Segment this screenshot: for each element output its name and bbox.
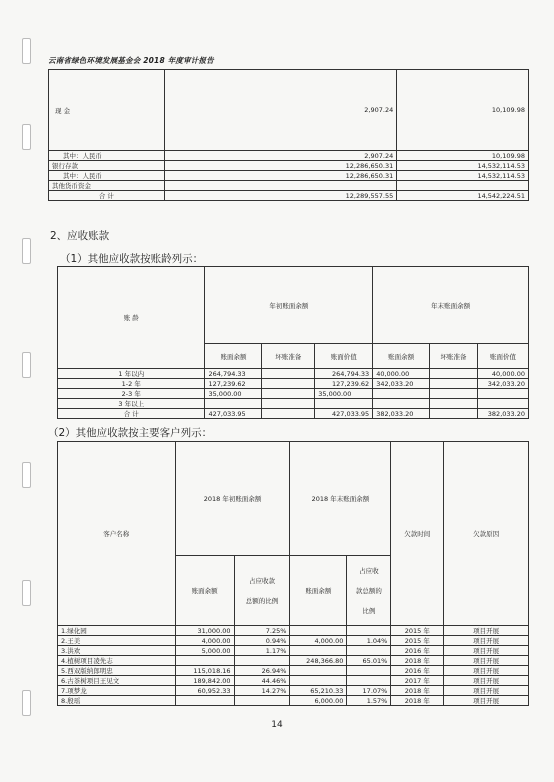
cell: 248,366.80	[290, 656, 347, 666]
row-label: 其中：人民币	[49, 151, 165, 161]
header-ratio-line: 占应收	[359, 566, 379, 575]
header-arrears-time: 欠款时间	[391, 442, 444, 626]
cell: 项目开展	[444, 656, 529, 666]
customer-name: 3.洪欢	[58, 646, 176, 656]
cell: 2018 年	[391, 686, 444, 696]
cell: 2016 年	[391, 666, 444, 676]
cell: 项目开展	[444, 686, 529, 696]
cell: 2016 年	[391, 646, 444, 656]
cell: 264,794.33	[205, 369, 262, 379]
header-begin-balance: 2018 年初账面余额	[175, 442, 290, 556]
table-row	[58, 636, 529, 646]
customer-table	[57, 441, 529, 706]
binding-hole	[22, 124, 31, 150]
cell: 26.94%	[234, 666, 290, 676]
header-reserve: 坏账准备	[262, 344, 315, 369]
begin-value: 2,907.24	[164, 151, 396, 161]
customer-name: 4.植树项目凌先志	[58, 656, 176, 666]
cell: 382,033.20	[477, 409, 528, 419]
cell	[430, 379, 478, 389]
end-value: 14,542,224.51	[397, 191, 529, 201]
cell	[175, 656, 234, 666]
cell	[347, 626, 391, 636]
page-number: 14	[271, 720, 283, 730]
customer-name: 8.殷瑶	[58, 696, 176, 706]
cell: 项目开展	[444, 696, 529, 706]
end-value: 10,109.98	[397, 70, 529, 151]
cell: 14.27%	[234, 686, 290, 696]
header-ratio-line: 占应收款	[249, 576, 275, 585]
header-end-balance: 年末账面余额	[373, 267, 529, 344]
cell	[430, 409, 478, 419]
cell: 44.46%	[234, 676, 290, 686]
header-age: 账 龄	[58, 267, 205, 369]
cell	[262, 369, 315, 379]
header-reserve: 坏账准备	[430, 344, 478, 369]
cell	[347, 676, 391, 686]
cell: 427,033.95	[315, 409, 373, 419]
cell: 项目开展	[444, 636, 529, 646]
cell: 31,000.00	[175, 626, 234, 636]
age-label: 合 计	[58, 409, 205, 419]
cell	[347, 666, 391, 676]
header-customer-name: 客户名称	[58, 442, 176, 626]
section-title: 2、应收账款	[50, 230, 110, 242]
binding-hole	[22, 580, 31, 606]
table-row	[49, 151, 529, 161]
cell	[175, 696, 234, 706]
cell: 2017 年	[391, 676, 444, 686]
cell: 264,794.33	[315, 369, 373, 379]
customer-name: 6.古茶树项目王见文	[58, 676, 176, 686]
cell: 17.07%	[347, 686, 391, 696]
binding-hole	[22, 38, 31, 64]
cell	[430, 399, 478, 409]
table-row	[58, 646, 529, 656]
header-arrears-reason: 欠款原因	[444, 442, 529, 626]
cell	[347, 646, 391, 656]
table-row	[58, 666, 529, 676]
header-ratio-line: 比例	[362, 606, 376, 615]
age-label: 3 年以上	[58, 399, 205, 409]
cell: 35,000.00	[205, 389, 262, 399]
begin-value: 12,289,557.55	[164, 191, 396, 201]
cell	[290, 676, 347, 686]
header-balance: 账面余额	[290, 556, 347, 626]
binding-hole	[22, 238, 31, 264]
cell	[290, 646, 347, 656]
cell: 65.01%	[347, 656, 391, 666]
header-ratio-line: 款总额的	[355, 586, 382, 595]
customer-name: 5.西双版纳郎明忠	[58, 666, 176, 676]
cell: 项目开展	[444, 626, 529, 636]
cell: 35,000.00	[315, 389, 373, 399]
aging-table	[57, 266, 529, 419]
end-value: 14,532,114.53	[397, 161, 529, 171]
begin-value	[164, 181, 396, 191]
cell	[373, 399, 430, 409]
cell: 2018 年	[391, 696, 444, 706]
table-row	[58, 656, 529, 666]
cell: 4,000.00	[290, 636, 347, 646]
header-ratio-line: 总额的比例	[245, 596, 279, 605]
cell: 115,018.16	[175, 666, 234, 676]
header-ratio-begin	[234, 556, 290, 626]
cell: 1.17%	[234, 646, 290, 656]
subsection-title-aging: （1）其他应收款按账龄列示：	[60, 253, 204, 265]
row-label: 现 金	[49, 70, 165, 151]
customer-name: 7.项梦龙	[58, 686, 176, 696]
cash-table	[48, 69, 529, 201]
cell	[477, 389, 528, 399]
cell: 189,842.00	[175, 676, 234, 686]
cell: 127,239.62	[205, 379, 262, 389]
age-label: 1-2 年	[58, 379, 205, 389]
cell: 382,033.20	[373, 409, 430, 419]
row-label: 合 计	[49, 191, 165, 201]
customer-name: 2.王美	[58, 636, 176, 646]
cell: 40,000.00	[477, 369, 528, 379]
cell: 2015 年	[391, 636, 444, 646]
cell	[262, 389, 315, 399]
cell	[477, 399, 528, 409]
row-label: 银行存款	[49, 161, 165, 171]
table-row	[58, 389, 529, 399]
subsection-title-customer: （2）其他应收款按主要客户列示：	[48, 427, 213, 439]
table-row	[58, 676, 529, 686]
table-row	[58, 379, 529, 389]
row-label: 其他货币资金	[49, 181, 165, 191]
header-balance: 账面余额	[175, 556, 234, 626]
table-row	[49, 161, 529, 171]
cell	[373, 389, 430, 399]
table-row	[58, 696, 529, 706]
cell	[262, 409, 315, 419]
age-label: 1 年以内	[58, 369, 205, 379]
table-row-total	[49, 191, 529, 201]
table-row	[49, 70, 529, 151]
cell: 427,033.95	[205, 409, 262, 419]
cell	[430, 389, 478, 399]
header-end-balance: 2018 年末账面余额	[290, 442, 391, 556]
cell: 65,210.33	[290, 686, 347, 696]
cell	[315, 399, 373, 409]
header-balance: 账面余额	[373, 344, 430, 369]
customer-name: 1.绿化园	[58, 626, 176, 636]
header-value: 账面价值	[315, 344, 373, 369]
cell	[430, 369, 478, 379]
cell	[290, 666, 347, 676]
cell: 2015 年	[391, 626, 444, 636]
cell	[234, 656, 290, 666]
table-row-total	[58, 409, 529, 419]
table-row	[49, 171, 529, 181]
binding-hole	[22, 690, 31, 716]
cell	[262, 379, 315, 389]
cell: 7.25%	[234, 626, 290, 636]
cell: 项目开展	[444, 646, 529, 656]
cell: 5,000.00	[175, 646, 234, 656]
cell: 6,000.00	[290, 696, 347, 706]
cell	[234, 696, 290, 706]
binding-hole	[22, 462, 31, 488]
cell: 40,000.00	[373, 369, 430, 379]
cell: 2018 年	[391, 656, 444, 666]
header-begin-balance: 年初账面余额	[205, 267, 373, 344]
cell: 0.94%	[234, 636, 290, 646]
begin-value: 2,907.24	[164, 70, 396, 151]
begin-value: 12,286,650.31	[164, 161, 396, 171]
report-header: 云南省绿色环境发展基金会 2018 年度审计报告	[48, 56, 214, 65]
table-row	[58, 369, 529, 379]
cell	[290, 626, 347, 636]
table-row	[49, 181, 529, 191]
begin-value: 12,286,650.31	[164, 171, 396, 181]
row-label: 其中：人民币	[49, 171, 165, 181]
header-balance: 账面余额	[205, 344, 262, 369]
table-row	[58, 686, 529, 696]
end-value	[397, 181, 529, 191]
cell: 127,239.62	[315, 379, 373, 389]
cell	[205, 399, 262, 409]
cell: 1.57%	[347, 696, 391, 706]
cell: 项目开展	[444, 666, 529, 676]
header-value: 账面价值	[477, 344, 528, 369]
age-label: 2-3 年	[58, 389, 205, 399]
cell	[262, 399, 315, 409]
end-value: 10,109.98	[397, 151, 529, 161]
table-row	[58, 626, 529, 636]
end-value: 14,532,114.53	[397, 171, 529, 181]
table-row	[58, 399, 529, 409]
header-ratio-end	[347, 556, 391, 626]
cell: 60,952.33	[175, 686, 234, 696]
cell: 4,000.00	[175, 636, 234, 646]
cell: 项目开展	[444, 676, 529, 686]
binding-hole	[22, 352, 31, 378]
cell: 1.04%	[347, 636, 391, 646]
cell: 342,033.20	[477, 379, 528, 389]
cell: 342,033.20	[373, 379, 430, 389]
